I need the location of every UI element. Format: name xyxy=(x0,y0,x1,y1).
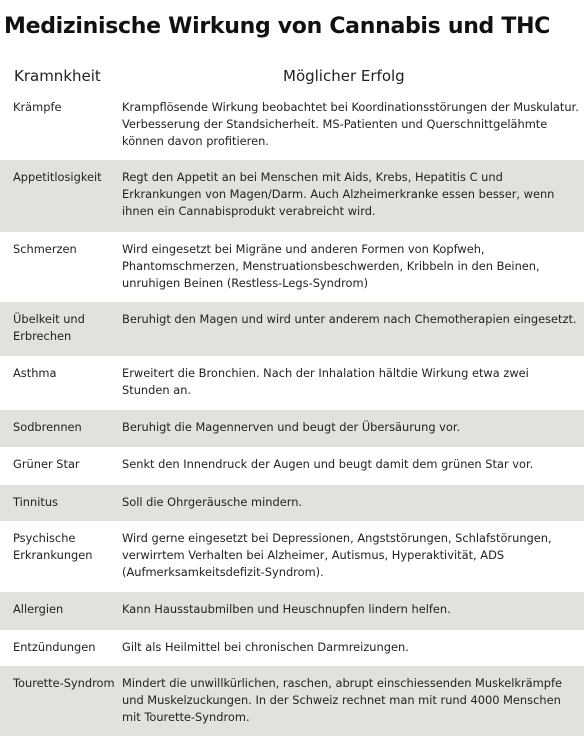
effect-cell: Regt den Appetit an bei Menschen mit Aids, Krebs, Hepatitis C und Erkrankungen von Magen/Darm. Auch Alzheimerkranke essen besser, wenn ihnen ein Cannabisprodukt verabreicht wird. xyxy=(122,170,555,218)
table-row xyxy=(0,630,584,666)
effect-cell: Wird eingesetzt bei Migräne und anderen Formen von Kopfweh, Phantomschmerzen, Menstruationsbeschwerden, Kribbeln in den Beinen, unruhigen Beinen (Restless-Legs-Syndrom) xyxy=(122,242,540,290)
effect-cell: Soll die Ohrgeräusche mindern. xyxy=(122,495,303,509)
page-title: Medizinische Wirkung von Cannabis und THC xyxy=(4,14,551,39)
effect-cell: Wird gerne eingesetzt bei Depressionen, Angststörungen, Schlafstörungen, verwirrtem Verhalten bei Alzheimer, Autismus, Hyperaktivität, ADS (Aufmerksamkeitsdefizit-Syndrom). xyxy=(122,531,552,579)
table-row xyxy=(0,232,584,302)
table-row xyxy=(0,410,584,447)
disease-cell: Tinnitus xyxy=(13,495,58,509)
disease-cell: Asthma xyxy=(13,366,57,380)
disease-cell: Schmerzen xyxy=(13,242,77,256)
effect-cell: Kann Hausstaubmilben und Heuschnupfen lindern helfen. xyxy=(122,602,451,616)
effect-cell: Erweitert die Bronchien. Nach der Inhalation hältdie Wirkung etwa zwei Stunden an. xyxy=(122,366,529,397)
disease-cell: Krämpfe xyxy=(13,100,62,114)
disease-cell: Tourette-Syndrom xyxy=(13,676,115,690)
effect-cell: Senkt den Innendruck der Augen und beugt damit dem grünen Star vor. xyxy=(122,457,534,471)
table-row xyxy=(0,356,584,410)
table-row xyxy=(0,90,584,160)
effect-cell: Beruhigt den Magen und wird unter anderem nach Chemotherapien eingesetzt. xyxy=(122,312,577,326)
disease-cell: Appetitlosigkeit xyxy=(13,170,102,184)
table-row xyxy=(0,160,584,232)
disease-cell: Psychische Erkrankungen xyxy=(13,531,93,562)
table-row xyxy=(0,592,584,630)
table-row xyxy=(0,302,584,356)
disease-cell: Sodbrennen xyxy=(13,420,82,434)
effect-cell: Beruhigt die Magennerven und beugt der Übersäurung vor. xyxy=(122,420,461,434)
table-row xyxy=(0,447,584,485)
effect-cell: Gilt als Heilmittel bei chronischen Darmreizungen. xyxy=(122,640,409,654)
table-row xyxy=(0,521,584,592)
disease-cell: Übelkeit und Erbrechen xyxy=(13,312,85,343)
disease-cell: Allergien xyxy=(13,602,64,616)
column-header-effect: Möglicher Erfolg xyxy=(283,67,405,85)
table-row xyxy=(0,485,584,521)
disease-cell: Grüner Star xyxy=(13,457,80,471)
column-header-disease: Kramnkheit xyxy=(14,67,101,85)
effect-cell: Krampflösende Wirkung beobachtet bei Koordinationsstörungen der Muskulatur. Verbesserung der Standsicherheit. MS-Patienten und Querschnittgelähmte können davon profitieren. xyxy=(122,100,579,148)
effect-cell: Mindert die unwillkürlichen, raschen, abrupt einschiessenden Muskelkrämpfe und Muskelzuckungen. In der Schweiz rechnet man mit rund 4000 Menschen mit Tourette-Syndrom. xyxy=(122,676,563,724)
disease-cell: Entzündungen xyxy=(13,640,96,654)
table-row xyxy=(0,666,584,736)
